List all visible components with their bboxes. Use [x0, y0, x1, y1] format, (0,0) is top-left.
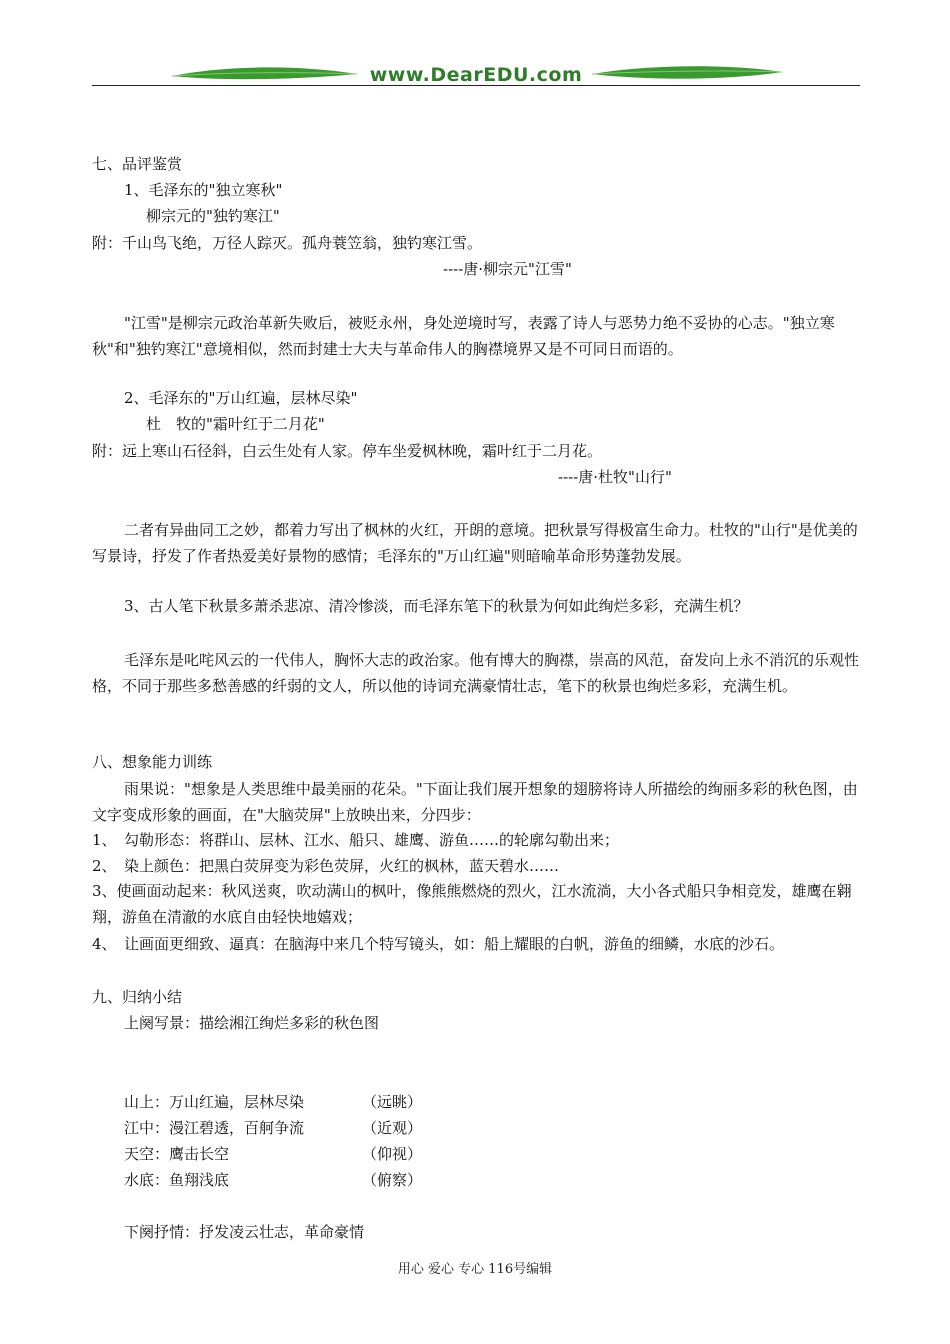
- list-item: 4、 让画面更细致、逼真：在脑海中来几个特写镜头，如：船上耀眼的白帆，游鱼的细鳞，水底的沙石。: [92, 935, 785, 953]
- paragraph: 二者有异曲同工之妙，都着力写出了枫林的火红，开朗的意境。把秋景写得极富生命力。杜牧的"山行"是优美的写景诗，抒发了作者热爱美好景物的感情；毛泽东的"万山红遍"则暗喻革命形势蓬勃发展。: [92, 521, 858, 565]
- list-item: 3、使画面动起来：秋风送爽，吹动满山的枫叶，像熊熊燃烧的烈火，江水流淌，大小各式船只争相竞发，雄鹰在翱翔，游鱼在清澈的水底自由轻快地嬉戏；: [92, 882, 852, 926]
- list-item: 2、毛泽东的"万山红遍，层林尽染": [124, 389, 358, 407]
- list-item: 3、古人笔下秋景多萧杀悲凉、清冷惨淡，而毛泽东笔下的秋景为何如此绚烂多彩，充满生机？: [124, 597, 749, 615]
- page-header: [92, 58, 860, 90]
- summary-row-note: （俯察）: [362, 1171, 423, 1189]
- summary-row-label: 天空：鹰击长空: [124, 1145, 230, 1163]
- site-logo-text[interactable]: www.DearEDU.com: [369, 64, 583, 86]
- summary-row-note: （近观）: [362, 1119, 423, 1137]
- header-divider: [92, 85, 860, 86]
- poem-source: ----唐·柳宗元"江雪": [443, 260, 572, 278]
- section-heading: 八、想象能力训练: [92, 753, 213, 771]
- list-item: 1、 勾勒形态：将群山、层林、江水、船只、雄鹰、游鱼……的轮廓勾勒出来；: [92, 831, 620, 849]
- summary-upper: 上阕写景：描绘湘江绚烂多彩的秋色图: [124, 1014, 380, 1032]
- summary-row-label: 江中：漫江碧透，百舸争流: [124, 1119, 305, 1137]
- list-item: 2、 染上颜色：把黑白荧屏变为彩色荧屏，火红的枫林，蓝天碧水……: [92, 857, 560, 875]
- list-item: 柳宗元的"独钓寒江": [146, 207, 280, 225]
- list-item: 1、毛泽东的"独立寒秋": [124, 181, 283, 199]
- poem-appendix: 附：千山鸟飞绝，万径人踪灭。孤舟蓑笠翁，独钓寒江雪。: [92, 234, 483, 252]
- summary-row-label: 水底：鱼翔浅底: [124, 1171, 230, 1189]
- summary-row-label: 山上：万山红遍，层林尽染: [124, 1093, 305, 1111]
- section-heading: 九、归纳小结: [92, 988, 183, 1006]
- paragraph: 毛泽东是叱咤风云的一代伟人，胸怀大志的政治家。他有博大的胸襟，崇高的风范，奋发向上永不消沉的乐观性格，不同于那些多愁善感的纤弱的文人，所以他的诗词充满豪情壮志，笔下的秋景也绚烂多彩，充满生机。: [92, 651, 860, 695]
- summary-row-note: （仰视）: [362, 1145, 423, 1163]
- section-heading: 七、品评鉴赏: [92, 155, 183, 173]
- list-item: 杜 牧的"霜叶红于二月花": [146, 415, 325, 433]
- poem-source: ----唐·杜牧"山行": [558, 468, 672, 486]
- paragraph: 雨果说："想象是人类思维中最美丽的花朵。"下面让我们展开想象的翅膀将诗人所描绘的绚丽多彩的秋色图，由文字变成形象的画面，在"大脑荧屏"上放映出来，分四步：: [92, 780, 858, 824]
- page-footer: 用心 爱心 专心 116号编辑: [397, 1262, 553, 1277]
- poem-appendix: 附：远上寒山石径斜，白云生处有人家。停车坐爱枫林晚，霜叶红于二月花。: [92, 442, 603, 460]
- paragraph: "江雪"是柳宗元政治革新失败后，被贬永州，身处逆境时写，表露了诗人与恶势力绝不妥协的心志。"独立寒秋"和"独钓寒江"意境相似，然而封建士大夫与革命伟人的胸襟境界又是不可同日而语的。: [92, 314, 835, 358]
- summary-row-note: （远眺）: [362, 1093, 423, 1111]
- summary-lower: 下阕抒情：抒发凌云壮志，革命豪情: [124, 1223, 365, 1241]
